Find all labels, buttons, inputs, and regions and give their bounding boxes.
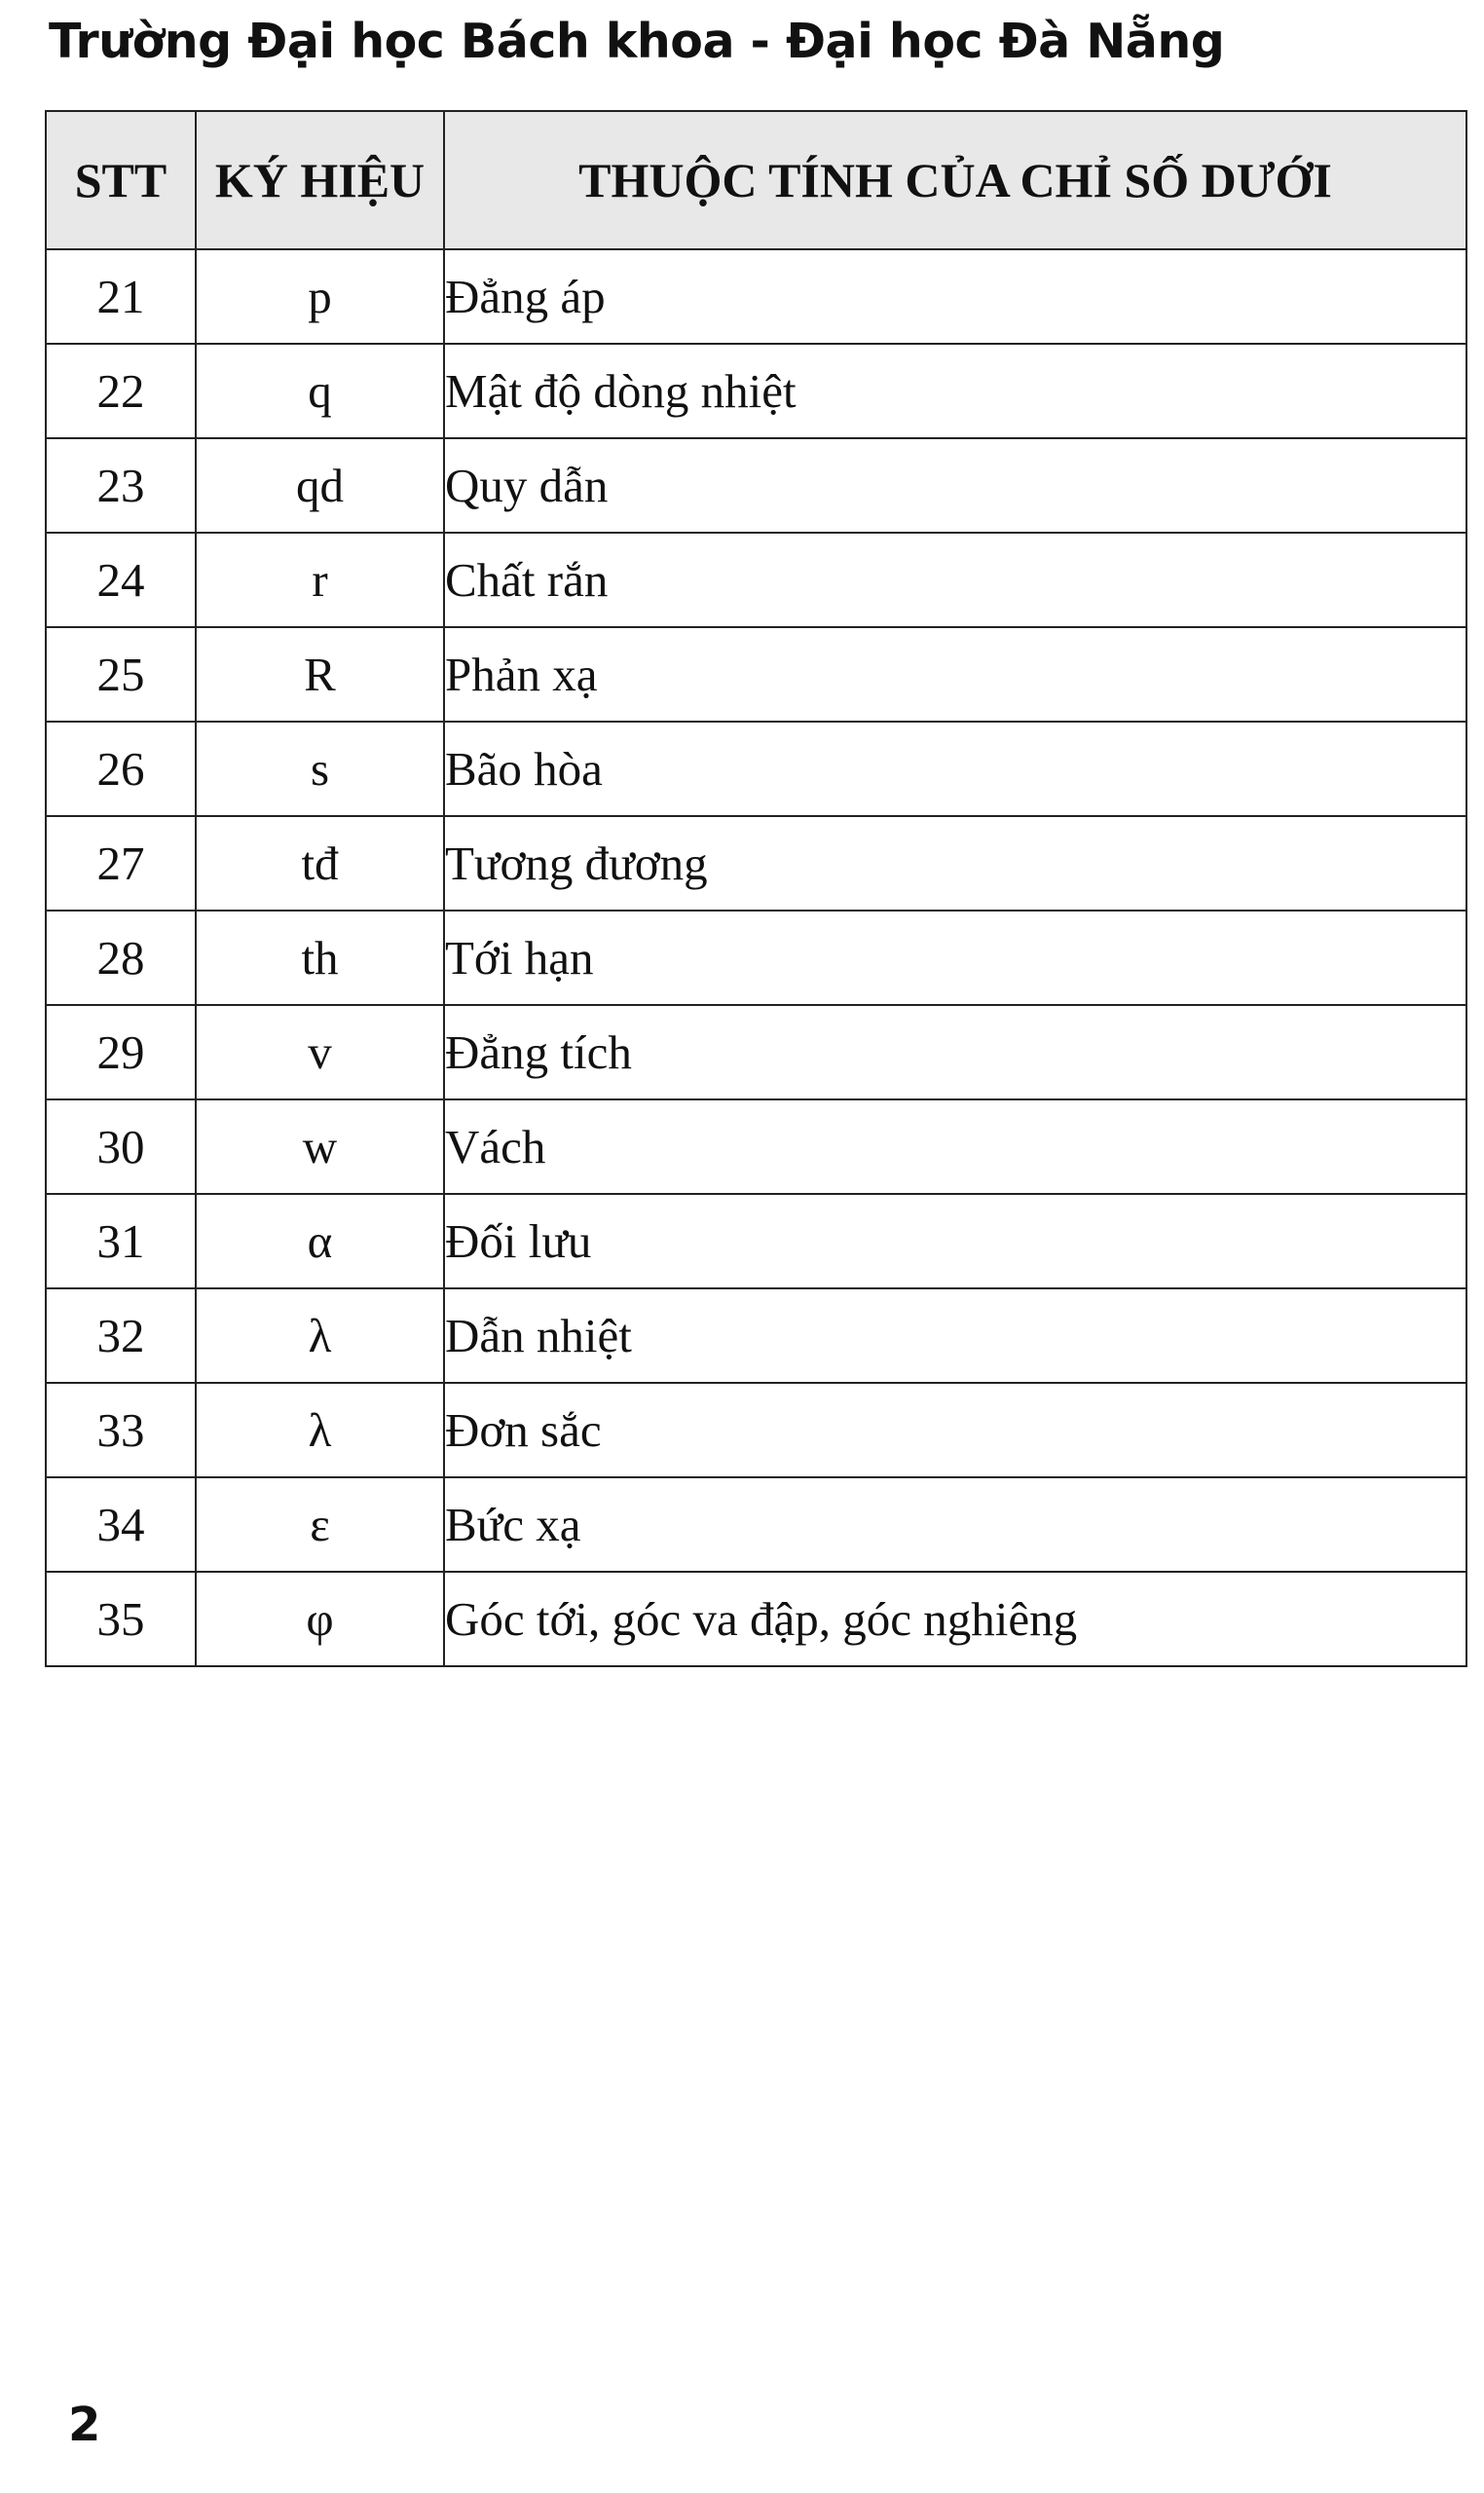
- table-row: [46, 627, 1466, 722]
- row-description: Phản xạ: [444, 627, 1466, 722]
- table-row: [46, 1572, 1466, 1666]
- subscript-symbols-table: [45, 110, 1467, 1667]
- row-number: 22: [46, 344, 196, 438]
- row-number: 31: [46, 1194, 196, 1288]
- table-header-row: [46, 111, 1466, 249]
- row-symbol: w: [196, 1099, 444, 1194]
- column-header-description: THUỘC TÍNH CỦA CHỈ SỐ DƯỚI: [444, 111, 1466, 249]
- table-row: [46, 344, 1466, 438]
- row-symbol: λ: [196, 1383, 444, 1477]
- row-number: 24: [46, 533, 196, 627]
- row-description: Vách: [444, 1099, 1466, 1194]
- table-row: [46, 249, 1466, 344]
- row-description: Tương đương: [444, 816, 1466, 911]
- row-description: Bức xạ: [444, 1477, 1466, 1572]
- row-number: 28: [46, 911, 196, 1005]
- row-number: 26: [46, 722, 196, 816]
- row-description: Quy dẫn: [444, 438, 1466, 533]
- table-row: [46, 1477, 1466, 1572]
- table-row: [46, 438, 1466, 533]
- row-symbol: q: [196, 344, 444, 438]
- table-row: [46, 1383, 1466, 1477]
- page-number: 2: [68, 2398, 101, 2452]
- row-number: 21: [46, 249, 196, 344]
- row-number: 30: [46, 1099, 196, 1194]
- table-row: [46, 1005, 1466, 1099]
- row-symbol: tđ: [196, 816, 444, 911]
- row-description: Đơn sắc: [444, 1383, 1466, 1477]
- column-header-symbol: KÝ HIỆU: [196, 111, 444, 249]
- row-number: 32: [46, 1288, 196, 1383]
- row-description: Đẳng áp: [444, 249, 1466, 344]
- table-row: [46, 1099, 1466, 1194]
- page-title: Trường Đại học Bách khoa - Đại học Đà Nẵng: [49, 14, 1225, 69]
- row-number: 25: [46, 627, 196, 722]
- row-symbol: φ: [196, 1572, 444, 1666]
- table-row: [46, 722, 1466, 816]
- table-row: [46, 911, 1466, 1005]
- column-header-stt: STT: [46, 111, 196, 249]
- row-symbol: λ: [196, 1288, 444, 1383]
- row-description: Dẫn nhiệt: [444, 1288, 1466, 1383]
- row-symbol: qd: [196, 438, 444, 533]
- row-number: 33: [46, 1383, 196, 1477]
- row-description: Mật độ dòng nhiệt: [444, 344, 1466, 438]
- row-description: Chất rắn: [444, 533, 1466, 627]
- table-row: [46, 533, 1466, 627]
- row-number: 23: [46, 438, 196, 533]
- row-description: Đẳng tích: [444, 1005, 1466, 1099]
- row-symbol: r: [196, 533, 444, 627]
- row-description: Bão hòa: [444, 722, 1466, 816]
- row-symbol: p: [196, 249, 444, 344]
- row-symbol: ε: [196, 1477, 444, 1572]
- row-symbol: th: [196, 911, 444, 1005]
- row-number: 34: [46, 1477, 196, 1572]
- row-number: 35: [46, 1572, 196, 1666]
- table-row: [46, 816, 1466, 911]
- row-description: Tới hạn: [444, 911, 1466, 1005]
- row-symbol: α: [196, 1194, 444, 1288]
- table-row: [46, 1194, 1466, 1288]
- row-symbol: s: [196, 722, 444, 816]
- row-number: 29: [46, 1005, 196, 1099]
- row-symbol: v: [196, 1005, 444, 1099]
- row-symbol: R: [196, 627, 444, 722]
- table-row: [46, 1288, 1466, 1383]
- row-number: 27: [46, 816, 196, 911]
- row-description: Góc tới, góc va đập, góc nghiêng: [444, 1572, 1466, 1666]
- row-description: Đối lưu: [444, 1194, 1466, 1288]
